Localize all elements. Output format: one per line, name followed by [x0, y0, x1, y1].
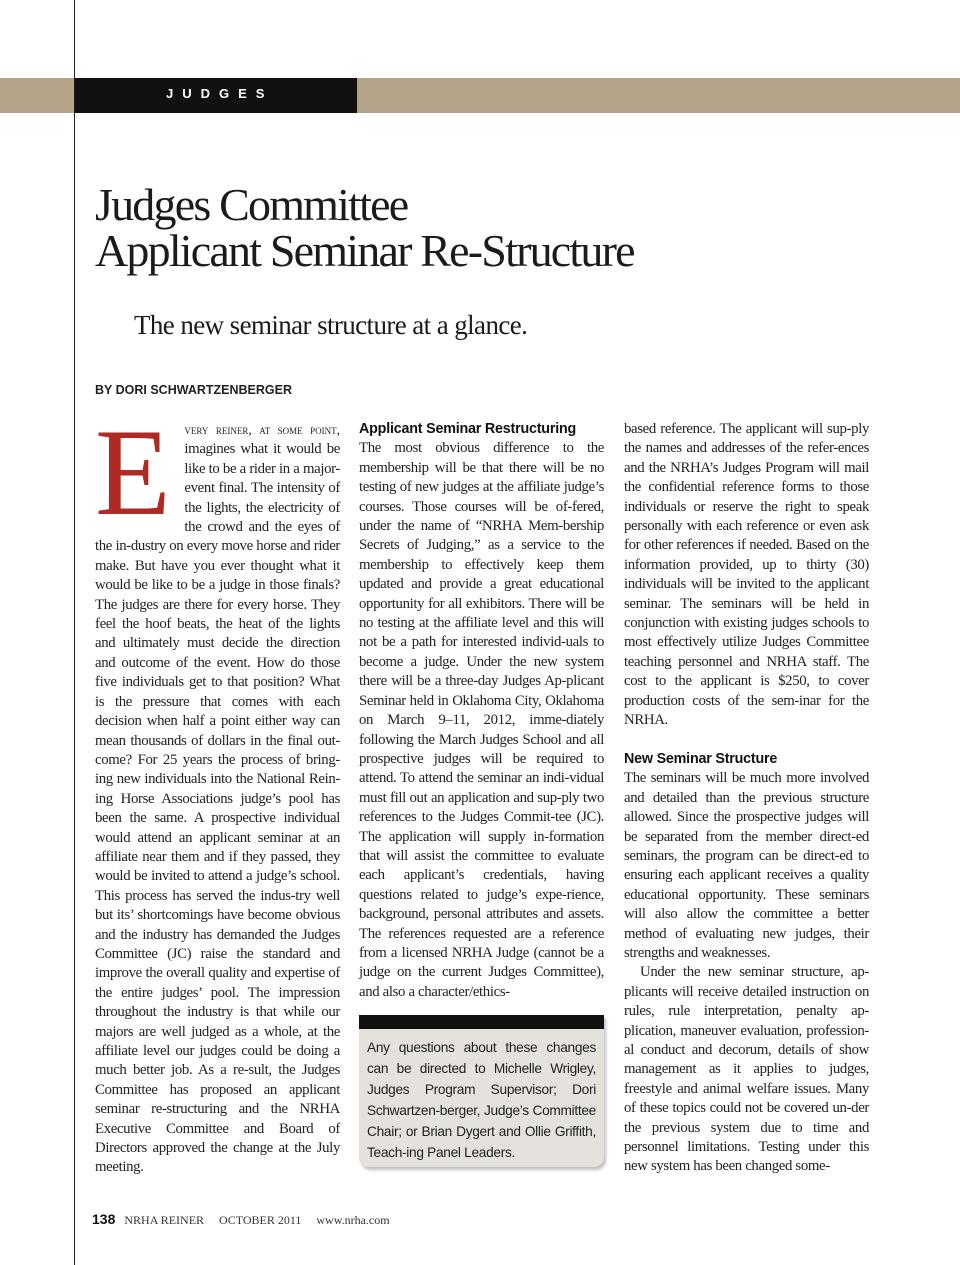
- page-number: 138: [92, 1211, 116, 1227]
- new-structure-paragraph-1: The seminars will be much more involved and detailed than the previous structure allowed. Since the prospective judges will be separated from the member direct-ed seminars, the program can be direct-ed to ensuring each applicant receives a quality educational opportunity. These seminars will also allow the committee a better method of evaluating new judges, their strengths and weaknesses.: [624, 770, 869, 961]
- margin-rule: [74, 0, 75, 1265]
- section-label: JUDGES: [166, 86, 274, 101]
- page-footer: [92, 1211, 390, 1228]
- new-structure-paragraph-2: Under the new seminar structure, ap-plicants will receive detailed instruction on rules, rule interpretation, penalty ap-plication, maneuver evaluation, profession-al conduct and decorum, details of show management as it applies to judges, freestyle and animal welfare issues. Many of these topics could not be covered un-der the previous system due to time and personnel limitations. Testing under this new system has been changed some-: [624, 964, 869, 1175]
- contact-sidebar: [359, 1015, 604, 1167]
- website-link[interactable]: www.nrha.com: [316, 1213, 390, 1227]
- column-2: [359, 420, 604, 1002]
- header-band-right: [357, 78, 960, 113]
- restructuring-paragraph: The most obvious difference to the membership will be that there will be no testing of new judges at the affiliate judge’s courses. Those courses will be of-fered, under the name of “NRHA Mem-bership Secrets of Judging,” as a service to the membership to effectively keep them updated and provide a great educational opportunity for all exhibitors. There will be no testing at the affiliate level and this will not be a path for interested individ-uals to become a judge. Under the new system there will be a three-day Judges Ap-plicant Seminar held in Oklahoma City, Oklahoma on March 9–11, 2012, imme-diately following the March Judges School and all prospective judges will be required to attend. To attend the seminar an indi-vidual must fill out an application and sup-ply two references to the Judges Commit-tee (JC). The application will supply in-formation that will assist the committee to evaluate each applicant’s credentials, having questions related to judge’s expe-rience, background, personal attributes and assets. The references requested are a reference from a licensed NRHA Judge (cannot be a judge on the current Judges Committee), and also a character/ethics-: [359, 440, 604, 1000]
- article-subtitle: The new seminar structure at a glance.: [134, 310, 528, 340]
- title-line-2: Applicant Seminar Re-Structure: [95, 225, 634, 276]
- column-3: [624, 420, 869, 1177]
- drop-cap: E: [95, 404, 171, 541]
- issue-date: OCTOBER 2011: [219, 1213, 302, 1227]
- title-line-1: Judges Committee: [95, 179, 408, 230]
- publication-name: NRHA REINER: [124, 1213, 205, 1227]
- column-1: [95, 404, 340, 1178]
- lead-in: very reiner, at some point,: [184, 422, 340, 437]
- byline: BY DORI SCHWARTZENBERGER: [95, 383, 293, 397]
- header-band-left: [0, 78, 74, 113]
- sidebar-text: Any questions about these changes can be directed to Michelle Wrigley, Judges Program Supervisor; Dori Schwartzen-berger, Judge’s Committee Chair; or Brian Dygert and Ollie Griffith, Teach-ing Panel Leaders.: [367, 1040, 596, 1160]
- intro-paragraph: [95, 404, 340, 1178]
- section-heading-new-structure: New Seminar Structure: [624, 750, 778, 767]
- intro-body: imagines what it would be like to be a rider in a major-event final. The intensity of the lights, the electricity of the crowd and the eyes of the in-dustry on every move horse and rider make. But have you ever thought what it would be like to be a judge in those finals? The judges are there for every horse. They feel the hoof beats, the heat of the lights and ultimately must decide the direction and outcome of the event. How do those five individuals get to that position? What is the pressure that comes with each decision when half a point either way can mean thousands of dollars in the final out-come? For 25 years the process of bring-ing new individuals into the National Rein-ing Horse Associations judge’s pool has been the same. A prospective individual would attend an applicant seminar at an affiliate near them and if they passed, they would be invited to attend a judge’s school. This process has served the indus-try well but its’ shortcomings have become obvious and the industry has demanded the Judges Committee (JC) raise the standard and improve the overall quality and expertise of the entire judges’ pool. The impression throughout the industry is that while our majors are well judged as a whole, at the affiliate level our judges could be doing a much better job. As a re-sult, the Judges Committee has proposed an applicant seminar re-structuring and the NRHA Executive Committee and Board of Directors approved the change at the July meeting.: [95, 441, 340, 1176]
- article-title: [95, 179, 855, 276]
- continuation-paragraph: based reference. The applicant will sup-ply the names and addresses of the refer-ences and the NRHA’s Judges Program will mail the confidential reference forms to those individuals or reserve the right to speak personally with each reference or even ask for other references if needed. Based on the information provided, up to thirty (30) individuals will be invited to the applicant seminar. The seminars will be held in conjunction with existing judges schools to most effectively utilize Judges Committee teaching personnel and NRHA staff. The cost to the applicant is $250, to cover production costs of the sem-inar for the NRHA.: [624, 421, 869, 729]
- sidebar-top-bar: [359, 1015, 604, 1029]
- section-heading-restructuring: Applicant Seminar Restructuring: [359, 421, 577, 437]
